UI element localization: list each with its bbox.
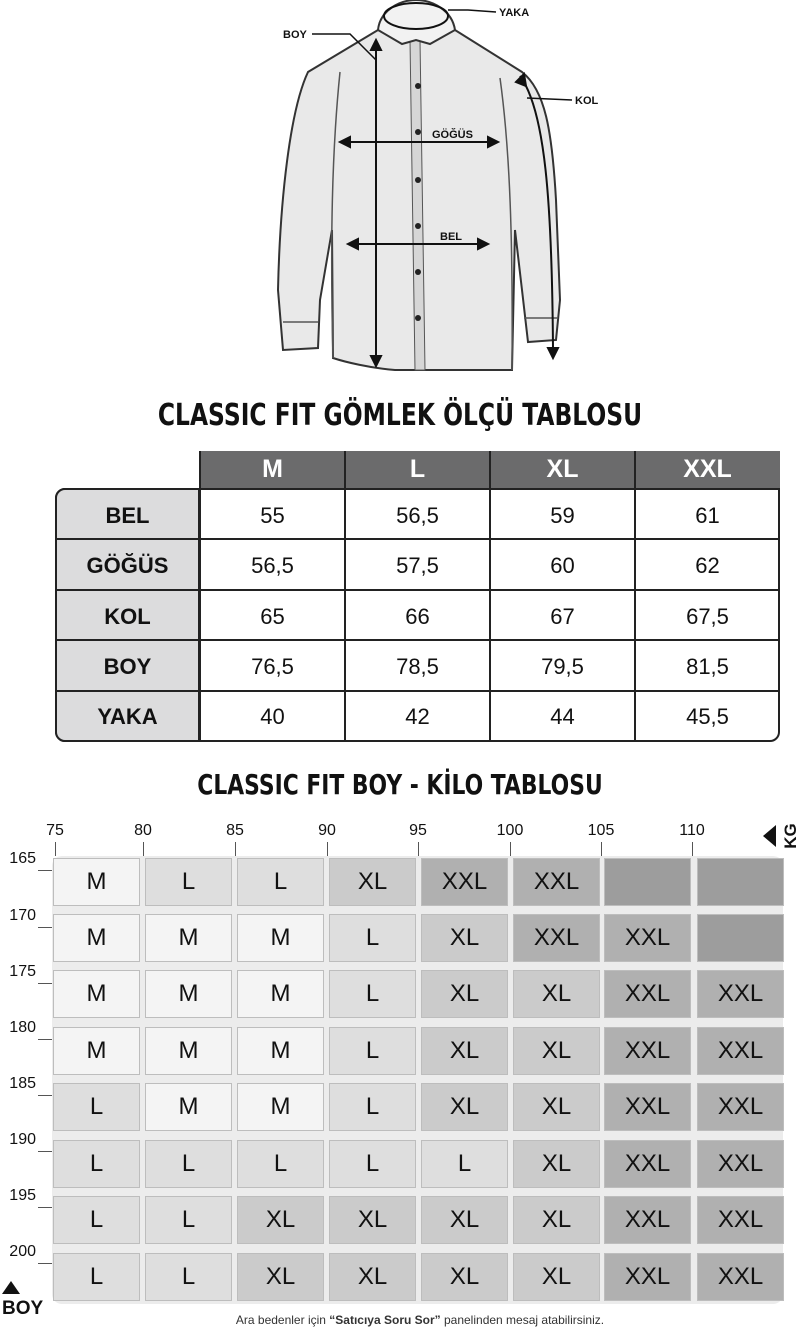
height-tick-label: 200 (9, 1243, 36, 1260)
grid-size-cell: XXL (421, 858, 508, 906)
size-cell: 78,5 (396, 654, 439, 679)
size-cell: 76,5 (251, 654, 294, 679)
height-tick-mark (38, 927, 52, 928)
height-tick-mark (38, 983, 52, 984)
footnote-emphasis: “Satıcıya Soru Sor” (329, 1313, 441, 1327)
height-tick-label: 170 (9, 907, 36, 924)
kg-tick-mark (143, 842, 144, 856)
grid-size-cell: XXL (604, 1027, 691, 1075)
kg-tick-label: 80 (134, 822, 152, 839)
footnote-text-end: panelinden mesaj atabilirsiniz. (440, 1313, 605, 1327)
grid-size-cell: XXL (697, 1140, 784, 1188)
kg-tick-label: 110 (679, 822, 705, 839)
grid-size-cell: M (53, 858, 140, 906)
size-header-m: M (200, 451, 345, 488)
kg-tick-label: 85 (226, 822, 244, 839)
kg-tick-label: 100 (496, 822, 524, 839)
grid-size-cell: XL (421, 1083, 508, 1131)
shirt-illustration (270, 0, 610, 385)
size-row-label: KOL (104, 604, 151, 629)
size-cell: 42 (405, 704, 430, 729)
grid-size-cell: L (53, 1140, 140, 1188)
height-tick-mark (38, 1039, 52, 1040)
grid-size-cell: XL (329, 1253, 416, 1301)
kg-tick-label: 105 (587, 822, 615, 839)
kg-tick-mark (55, 842, 56, 856)
size-row-label: YAKA (97, 704, 158, 729)
kg-axis-label-text: KG (781, 823, 800, 849)
grid-size-cell: XL (421, 970, 508, 1018)
footnote (0, 1313, 800, 1327)
grid-size-cell: XXL (697, 1027, 784, 1075)
kg-tick-label: 75 (46, 822, 64, 839)
grid-size-cell: L (145, 1253, 232, 1301)
size-row-label: GÖĞÜS (86, 553, 169, 578)
grid-size-cell: M (145, 914, 232, 962)
size-cell: 45,5 (686, 704, 729, 729)
grid-size-cell: XL (421, 1196, 508, 1244)
arrow-up-icon (2, 1281, 20, 1294)
kg-tick-label: 90 (318, 822, 336, 839)
size-cell: 59 (550, 503, 575, 528)
grid-size-cell: XXL (604, 914, 691, 962)
size-cell: 79,5 (541, 654, 584, 679)
grid-size-cell (697, 858, 784, 906)
kg-axis-label (763, 822, 800, 861)
arrow-left-icon (763, 825, 776, 847)
grid-size-cell: XL (513, 1083, 600, 1131)
size-cell: 67,5 (686, 604, 729, 629)
kg-tick-mark (418, 842, 419, 856)
size-cell: 81,5 (686, 654, 729, 679)
grid-size-cell: L (329, 1027, 416, 1075)
grid-size-cell: XL (421, 1253, 508, 1301)
grid-size-cell: XL (513, 970, 600, 1018)
grid-size-cell: M (53, 1027, 140, 1075)
size-cell: 57,5 (396, 553, 439, 578)
height-tick-mark (38, 1207, 52, 1208)
grid-size-cell: XXL (604, 970, 691, 1018)
size-cell: 56,5 (251, 553, 294, 578)
height-axis-label-text: BOY (2, 1298, 44, 1319)
grid-size-cell: XXL (513, 858, 600, 906)
height-tick-label: 175 (9, 963, 36, 980)
grid-size-cell: M (237, 970, 324, 1018)
size-cell: 61 (695, 503, 720, 528)
label-boy: BOY (283, 29, 307, 41)
grid-size-cell: XXL (604, 1253, 691, 1301)
grid-size-cell: XL (421, 914, 508, 962)
size-cell: 55 (260, 503, 285, 528)
grid-size-cell: M (145, 1027, 232, 1075)
grid-size-cell (697, 914, 784, 962)
size-table-title: CLASSIC FIT GÖMLEK ÖLÇÜ TABLOSU (157, 398, 643, 433)
grid-size-cell: XL (513, 1253, 600, 1301)
size-cell: 65 (260, 604, 285, 629)
grid-size-cell: XL (237, 1253, 324, 1301)
label-kol: KOL (575, 95, 599, 107)
height-tick-label: 195 (9, 1187, 36, 1204)
label-yaka: YAKA (499, 7, 530, 19)
grid-size-cell: L (329, 1140, 416, 1188)
grid-size-cell: L (421, 1140, 508, 1188)
height-tick-label: 190 (9, 1131, 36, 1148)
grid-size-cell: L (53, 1083, 140, 1131)
grid-size-cell: M (237, 1027, 324, 1075)
label-gogus: GÖĞÜS (432, 129, 473, 141)
grid-size-cell: M (145, 1083, 232, 1131)
grid-size-cell: XXL (697, 970, 784, 1018)
height-tick-label: 180 (9, 1019, 36, 1036)
grid-size-cell: XL (329, 858, 416, 906)
grid-size-cell: L (329, 1083, 416, 1131)
label-bel: BEL (440, 231, 462, 243)
kg-tick-mark (692, 842, 693, 856)
grid-size-cell: XXL (604, 1196, 691, 1244)
grid-size-cell: L (329, 970, 416, 1018)
size-row-label: BOY (103, 654, 152, 679)
grid-size-cell: L (145, 1196, 232, 1244)
size-cell: 40 (260, 704, 285, 729)
height-tick-mark (38, 1095, 52, 1096)
grid-size-cell: M (237, 1083, 324, 1131)
kg-tick-mark (327, 842, 328, 856)
grid-size-cell: XXL (604, 1140, 691, 1188)
grid-size-cell (604, 858, 691, 906)
grid-size-cell: XXL (697, 1196, 784, 1244)
size-header-xl: XL (490, 451, 635, 488)
grid-size-cell: M (145, 970, 232, 1018)
weight-table-title: CLASSIC FIT BOY - KİLO TABLOSU (197, 768, 603, 801)
grid-size-cell: M (53, 914, 140, 962)
size-header-l: L (345, 451, 490, 488)
grid-size-cell: L (237, 858, 324, 906)
grid-size-cell: XXL (513, 914, 600, 962)
grid-size-cell: L (53, 1253, 140, 1301)
grid-size-cell: XL (329, 1196, 416, 1244)
grid-size-cell: L (145, 858, 232, 906)
grid-size-cell: L (237, 1140, 324, 1188)
grid-size-cell: XXL (697, 1083, 784, 1131)
grid-size-cell: XL (513, 1140, 600, 1188)
grid-size-cell: XL (513, 1027, 600, 1075)
footnote-text: Ara bedenler için (235, 1313, 330, 1327)
grid-size-cell: L (53, 1196, 140, 1244)
height-tick-label: 165 (9, 850, 36, 867)
kg-tick-mark (601, 842, 602, 856)
grid-size-cell: XL (421, 1027, 508, 1075)
kg-tick-mark (235, 842, 236, 856)
size-header-xxl: XXL (635, 451, 780, 488)
size-cell: 56,5 (396, 503, 439, 528)
size-cell: 44 (550, 704, 575, 729)
grid-size-cell: L (145, 1140, 232, 1188)
grid-size-cell: M (53, 970, 140, 1018)
grid-size-cell: XL (513, 1196, 600, 1244)
size-cell: 60 (550, 553, 575, 578)
size-cell: 66 (405, 604, 430, 629)
grid-size-cell: L (329, 914, 416, 962)
grid-size-cell: XXL (697, 1253, 784, 1301)
grid-size-cell: M (237, 914, 324, 962)
kg-tick-mark (510, 842, 511, 856)
height-tick-mark (38, 1263, 52, 1264)
size-cell: 67 (550, 604, 575, 629)
grid-size-cell: XL (237, 1196, 324, 1244)
height-tick-mark (38, 1151, 52, 1152)
size-row-label: BEL (105, 503, 150, 528)
grid-size-cell: XXL (604, 1083, 691, 1131)
height-tick-mark (38, 870, 52, 871)
size-cell: 62 (695, 553, 720, 578)
height-tick-label: 185 (9, 1075, 36, 1092)
kg-tick-label: 95 (409, 822, 427, 839)
